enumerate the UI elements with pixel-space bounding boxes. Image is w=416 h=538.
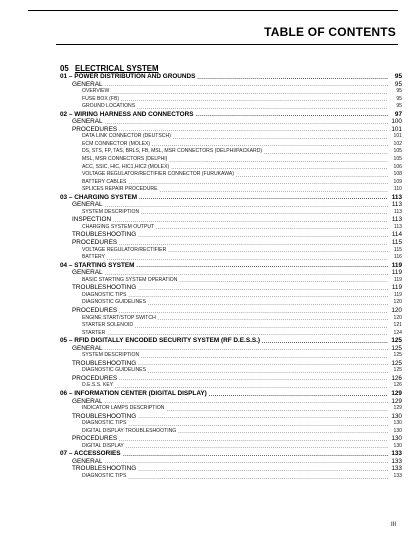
toc-entry[interactable] bbox=[60, 216, 402, 224]
dot-leader bbox=[111, 90, 388, 96]
page-number: III bbox=[390, 522, 396, 528]
dot-leader bbox=[105, 120, 388, 126]
toc-entry[interactable] bbox=[60, 194, 402, 202]
section-number: 05 bbox=[60, 64, 69, 73]
toc-entries bbox=[60, 73, 402, 481]
toc-entry-page: 115 bbox=[391, 239, 402, 247]
dot-leader bbox=[113, 218, 388, 224]
dot-leader bbox=[119, 309, 388, 315]
toc-entry[interactable] bbox=[60, 103, 402, 111]
toc-entry[interactable] bbox=[60, 465, 402, 473]
toc-entry-page: 133 bbox=[393, 472, 402, 479]
toc-entry[interactable] bbox=[60, 96, 402, 104]
toc-entry-label: TROUBLESHOOTING bbox=[72, 284, 137, 292]
toc-entry-label: GENERAL bbox=[72, 118, 103, 126]
toc-entry[interactable] bbox=[60, 307, 402, 315]
toc-entry-page: 129 bbox=[391, 389, 402, 397]
toc-entry-label: 04 – STARTING SYSTEM bbox=[60, 261, 135, 269]
toc-entry-page: 113 bbox=[391, 193, 402, 201]
toc-entry-page: 100 bbox=[391, 118, 402, 126]
toc-entry[interactable] bbox=[60, 292, 402, 300]
toc-entry[interactable] bbox=[60, 360, 402, 368]
toc-entry-page: 129 bbox=[391, 397, 402, 405]
toc-entry-page: 105 bbox=[393, 148, 402, 155]
dot-leader bbox=[168, 248, 388, 254]
toc-entry-label: PROCEDURES bbox=[72, 435, 118, 443]
toc-entry-label: ENGINE START/STOP SWITCH bbox=[82, 314, 156, 321]
dot-leader bbox=[209, 392, 388, 398]
toc-entry-page: 95 bbox=[396, 95, 402, 102]
toc-entry-label: 01 – POWER DISTRIBUTION AND GROUNDS bbox=[60, 73, 196, 80]
toc-entry[interactable] bbox=[60, 186, 402, 194]
toc-entry[interactable] bbox=[60, 126, 402, 134]
toc-entry-page: 120 bbox=[391, 306, 402, 314]
dot-leader bbox=[178, 429, 388, 435]
toc-entry-page: 101 bbox=[393, 133, 402, 140]
toc-entry[interactable] bbox=[60, 171, 402, 179]
toc-entry[interactable] bbox=[60, 247, 402, 255]
toc-entry-label: 05 – RFID DIGITALLY ENCODED SECURITY SYSTEM (RF D.E.S.S.) bbox=[60, 337, 261, 345]
section-heading bbox=[60, 62, 402, 73]
dot-leader bbox=[123, 452, 389, 458]
toc-entry-page: 95 bbox=[396, 103, 402, 110]
toc-entry-page: 119 bbox=[391, 269, 402, 277]
toc-entry-label: DIAGNOSTIC GUIDELINES bbox=[82, 367, 146, 374]
toc-entry-page: 125 bbox=[391, 359, 402, 367]
toc-entry-page: 106 bbox=[393, 163, 402, 170]
toc-entry-label: BASIC STARTING SYSTEM OPERATION bbox=[82, 276, 178, 283]
toc-entry-page: 119 bbox=[393, 291, 402, 298]
dot-leader bbox=[138, 286, 388, 292]
toc-entry-page: 95 bbox=[394, 80, 402, 88]
toc-entry-label: ACC, SSIC, HIC, HIC1,HIC2 (MOLEX) bbox=[82, 163, 170, 170]
toc-entry-page: 113 bbox=[393, 208, 402, 215]
dot-leader bbox=[197, 75, 388, 81]
toc-entry-label: DIAGNOSTIC TIPS bbox=[82, 420, 127, 427]
toc-entry-page: 95 bbox=[396, 88, 402, 95]
toc-entry[interactable] bbox=[60, 443, 402, 451]
dot-leader bbox=[262, 339, 388, 345]
toc-entry-page: 119 bbox=[393, 276, 402, 283]
toc-entry[interactable] bbox=[60, 148, 402, 156]
dot-leader bbox=[105, 459, 388, 465]
toc-entry-page: 124 bbox=[393, 329, 402, 336]
toc-entry-label: OVERVIEW bbox=[82, 88, 110, 95]
toc-entry-label: DIAGNOSTIC TIPS bbox=[82, 472, 127, 479]
toc-entry-page: 133 bbox=[391, 450, 402, 458]
toc-entry-label: BATTERY bbox=[82, 254, 106, 261]
dot-leader bbox=[107, 256, 388, 262]
dot-leader bbox=[169, 158, 388, 164]
dot-leader bbox=[105, 346, 388, 352]
toc-entry-page: 129 bbox=[393, 405, 402, 412]
toc-entry-label: STARTER SOLENOID bbox=[82, 322, 134, 329]
toc-entry-page: 120 bbox=[393, 299, 402, 306]
toc-entry-page: 125 bbox=[393, 352, 402, 359]
toc-entry[interactable] bbox=[60, 458, 402, 466]
dot-leader bbox=[121, 97, 388, 103]
toc-entry-page: 113 bbox=[391, 216, 402, 224]
toc-entry[interactable] bbox=[60, 382, 402, 390]
toc-entry-page: 130 bbox=[393, 427, 402, 434]
dot-leader bbox=[135, 324, 388, 330]
toc-entry-label: VOLTAGE REGULATOR/RECTIFIER bbox=[82, 246, 167, 253]
header-rule bbox=[56, 44, 398, 45]
toc-entry[interactable] bbox=[60, 141, 402, 149]
toc-entry-page: 125 bbox=[393, 367, 402, 374]
dot-leader bbox=[159, 188, 388, 194]
toc-entry-page: 114 bbox=[391, 231, 402, 239]
dot-leader bbox=[166, 407, 388, 413]
toc-entry-page: 130 bbox=[391, 435, 402, 443]
dot-leader bbox=[264, 150, 388, 156]
toc-entry[interactable] bbox=[60, 337, 402, 345]
dot-leader bbox=[128, 180, 388, 186]
table-of-contents bbox=[60, 62, 402, 481]
toc-entry-label: DIGITAL DISPLAY bbox=[82, 442, 124, 449]
toc-entry-page: 121 bbox=[393, 322, 402, 329]
toc-entry-label: MSL, MSR CONNECTORS (DELPHI) bbox=[82, 156, 168, 163]
toc-entry-page: 108 bbox=[393, 171, 402, 178]
toc-entry[interactable] bbox=[60, 352, 402, 360]
toc-entry-page: 115 bbox=[393, 246, 402, 253]
toc-entry[interactable] bbox=[60, 81, 402, 89]
dot-leader bbox=[126, 444, 388, 450]
toc-entry-label: SYSTEM DESCRIPTION bbox=[82, 352, 140, 359]
toc-entry-label: DIAGNOSTIC GUIDELINES bbox=[82, 299, 146, 306]
toc-entry-label: 03 – CHARGING SYSTEM bbox=[60, 193, 138, 201]
toc-entry-page: 126 bbox=[391, 374, 402, 382]
dot-leader bbox=[148, 301, 388, 307]
toc-entry-label: TROUBLESHOOTING bbox=[72, 412, 137, 420]
toc-entry-label: PROCEDURES bbox=[72, 306, 118, 314]
toc-entry[interactable] bbox=[60, 435, 402, 443]
toc-entry-label: DIGITAL DISPLAY TROUBLESHOOTING bbox=[82, 427, 177, 434]
toc-entry-label: GENERAL bbox=[72, 457, 103, 465]
toc-entry-label: 02 – WIRING HARNESS AND CONNECTORS bbox=[60, 110, 194, 118]
toc-entry[interactable] bbox=[60, 473, 402, 481]
toc-entry-label: STARTER bbox=[82, 329, 106, 336]
toc-entry[interactable] bbox=[60, 375, 402, 383]
toc-entry-label: SPLICES REPAIR PROCEDURE bbox=[82, 186, 158, 193]
toc-entry-page: 130 bbox=[391, 412, 402, 420]
toc-entry-label: GENERAL bbox=[72, 269, 103, 277]
toc-entry[interactable] bbox=[60, 231, 402, 239]
toc-entry[interactable] bbox=[60, 88, 402, 96]
dot-leader bbox=[156, 225, 388, 231]
toc-entry-page: 105 bbox=[393, 156, 402, 163]
toc-entry-label: FUSE BOX (FB) bbox=[82, 95, 120, 102]
dot-leader bbox=[128, 293, 388, 299]
toc-entry[interactable] bbox=[60, 269, 402, 277]
toc-entry-label: 06 – INFORMATION CENTER (DIGITAL DISPLAY) bbox=[60, 389, 207, 397]
toc-entry-label: GENERAL bbox=[72, 80, 103, 88]
toc-entry[interactable] bbox=[60, 299, 402, 307]
toc-entry[interactable] bbox=[60, 262, 402, 270]
toc-entry-label: BATTERY CABLES bbox=[82, 178, 127, 185]
toc-entry-label: PROCEDURES bbox=[72, 239, 118, 247]
toc-entry-label: VOLTAGE REGULATOR/RECTIFIER CONNECTOR (FURUKAWA) bbox=[82, 171, 234, 178]
toc-entry-page: 119 bbox=[391, 261, 402, 269]
toc-entry[interactable] bbox=[60, 118, 402, 126]
toc-entry-page: 125 bbox=[391, 344, 402, 352]
dot-leader bbox=[141, 354, 388, 360]
toc-entry-page: 109 bbox=[393, 178, 402, 185]
toc-entry-label: GENERAL bbox=[72, 397, 103, 405]
page-title: TABLE OF CONTENTS bbox=[264, 25, 396, 39]
toc-entry-page: 95 bbox=[394, 73, 402, 80]
toc-entry-label: D.E.S.S. KEY bbox=[82, 382, 114, 389]
toc-entry-page: 119 bbox=[391, 284, 402, 292]
dot-leader bbox=[158, 316, 388, 322]
dot-leader bbox=[119, 437, 388, 443]
toc-entry-label: CHARGING SYSTEM OUTPUT bbox=[82, 223, 155, 230]
dot-leader bbox=[138, 361, 388, 367]
dot-leader bbox=[136, 263, 388, 269]
toc-entry-label: DATA LINK CONNECTOR (DEUTSCH) bbox=[82, 133, 171, 140]
toc-entry-label: GROUND LOCATIONS bbox=[82, 103, 136, 110]
toc-entry[interactable] bbox=[60, 254, 402, 262]
dot-leader bbox=[139, 195, 388, 201]
toc-entry[interactable] bbox=[60, 133, 402, 141]
toc-entry[interactable] bbox=[60, 209, 402, 217]
toc-entry-page: 130 bbox=[393, 442, 402, 449]
toc-entry[interactable] bbox=[60, 390, 402, 398]
toc-entry-page: 113 bbox=[391, 201, 402, 209]
toc-entry-page: 116 bbox=[393, 254, 402, 261]
toc-entry-page: 110 bbox=[393, 186, 402, 193]
toc-entry[interactable] bbox=[60, 367, 402, 375]
toc-entry[interactable] bbox=[60, 224, 402, 232]
toc-entry-page: 120 bbox=[393, 314, 402, 321]
toc-entry[interactable] bbox=[60, 239, 402, 247]
toc-entry-page: 125 bbox=[391, 337, 402, 345]
toc-entry[interactable] bbox=[60, 330, 402, 338]
toc-entry[interactable] bbox=[60, 405, 402, 413]
toc-entry-label: PROCEDURES bbox=[72, 374, 118, 382]
toc-entry-label: INSPECTION bbox=[72, 216, 112, 224]
toc-entry[interactable] bbox=[60, 315, 402, 323]
toc-entry-page: 102 bbox=[393, 140, 402, 147]
toc-entry-label: TROUBLESHOOTING bbox=[72, 359, 137, 367]
toc-entry[interactable] bbox=[60, 284, 402, 292]
toc-entry-label: INDICATOR LAMPS DESCRIPTION bbox=[82, 405, 165, 412]
dot-leader bbox=[173, 135, 388, 141]
toc-entry-label: ECM CONNECTOR (MOLEX) bbox=[82, 140, 151, 147]
section-title: ELECTRICAL SYSTEM bbox=[75, 64, 159, 73]
toc-entry[interactable] bbox=[60, 277, 402, 285]
toc-entry[interactable] bbox=[60, 179, 402, 187]
toc-entry-label: DS, STS, FP, TAS, BRLS, FB, MSL, MSR CONNECTORS (DELPHI/PACKARD) bbox=[82, 148, 263, 155]
toc-entry[interactable] bbox=[60, 111, 402, 119]
toc-entry-label: GENERAL bbox=[72, 201, 103, 209]
toc-entry[interactable] bbox=[60, 164, 402, 172]
dot-leader bbox=[119, 376, 388, 382]
dot-leader bbox=[179, 278, 388, 284]
toc-entry[interactable] bbox=[60, 413, 402, 421]
toc-entry-page: 113 bbox=[393, 223, 402, 230]
top-rule bbox=[28, 10, 398, 11]
toc-entry-label: SYSTEM DESCRIPTION bbox=[82, 208, 140, 215]
toc-entry-page: 126 bbox=[393, 382, 402, 389]
dot-leader bbox=[141, 210, 388, 216]
toc-entry[interactable] bbox=[60, 345, 402, 353]
toc-entry-page: 133 bbox=[391, 457, 402, 465]
toc-entry[interactable] bbox=[60, 322, 402, 330]
dot-leader bbox=[105, 203, 388, 209]
toc-entry[interactable] bbox=[60, 156, 402, 164]
dot-leader bbox=[128, 475, 388, 481]
toc-entry-page: 101 bbox=[391, 125, 402, 133]
toc-entry-label: PROCEDURES bbox=[72, 125, 118, 133]
dot-leader bbox=[138, 414, 388, 420]
toc-entry-label: GENERAL bbox=[72, 344, 103, 352]
dot-leader bbox=[148, 369, 388, 375]
dot-leader bbox=[196, 112, 388, 118]
toc-entry-page: 97 bbox=[394, 110, 402, 118]
toc-entry-page: 130 bbox=[393, 420, 402, 427]
toc-entry[interactable] bbox=[60, 450, 402, 458]
dot-leader bbox=[138, 467, 388, 473]
toc-entry-label: TROUBLESHOOTING bbox=[72, 465, 137, 473]
toc-entry[interactable] bbox=[60, 73, 402, 81]
dot-leader bbox=[236, 173, 388, 179]
toc-entry[interactable] bbox=[60, 420, 402, 428]
toc-entry-page: 133 bbox=[391, 465, 402, 473]
toc-entry-label: TROUBLESHOOTING bbox=[72, 231, 137, 239]
toc-entry[interactable] bbox=[60, 201, 402, 209]
toc-entry-label: 07 – ACCESSORIES bbox=[60, 450, 121, 458]
toc-entry-label: DIAGNOSTIC TIPS bbox=[82, 291, 127, 298]
toc-entry[interactable] bbox=[60, 398, 402, 406]
dot-leader bbox=[138, 233, 388, 239]
dot-leader bbox=[105, 82, 388, 88]
toc-entry[interactable] bbox=[60, 428, 402, 436]
